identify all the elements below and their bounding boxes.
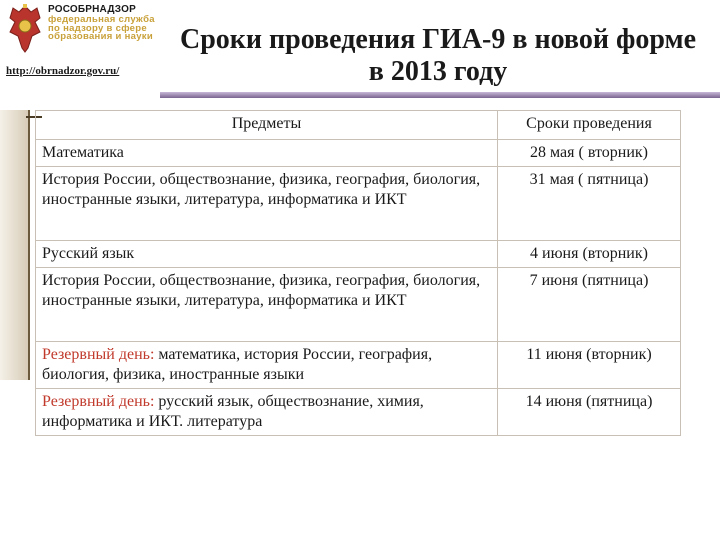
row-subjects — [36, 268, 498, 342]
table-row — [36, 167, 681, 241]
subjects-text: математика, история России, география, биология, физика, иностранные языки — [42, 346, 433, 383]
title-line-2: в 2013 году — [368, 56, 508, 87]
subjects-text: Математика — [42, 144, 124, 161]
subjects-text: История России, обществознание, физика, география, биология, иностранные языки, литература, информатика и ИКТ — [42, 272, 481, 309]
row-subjects — [36, 241, 498, 268]
table-row — [36, 342, 681, 389]
left-decoration — [0, 110, 30, 380]
table-row — [36, 140, 681, 167]
row-date: 7 июня (пятница) — [498, 268, 681, 342]
row-date: 28 мая ( вторник) — [498, 140, 681, 167]
subjects-text: Русский язык — [42, 245, 135, 262]
reserve-day-label: Резервный день: — [42, 346, 159, 363]
row-date: 31 мая ( пятница) — [498, 167, 681, 241]
org-name: РОСОБРНАДЗОР — [48, 4, 136, 15]
page-title — [168, 24, 708, 88]
table-row — [36, 241, 681, 268]
eagle-emblem-icon — [4, 2, 46, 54]
reserve-day-label: Резервный день: — [42, 393, 159, 410]
row-subjects — [36, 389, 498, 436]
row-subjects — [36, 342, 498, 389]
row-subjects — [36, 167, 498, 241]
site-url-link[interactable]: http://obrnadzor.gov.ru/ — [6, 65, 120, 77]
row-date: 11 июня (вторник) — [498, 342, 681, 389]
subjects-text: русский язык, обществознание, химия, информатика и ИКТ. литература — [42, 393, 424, 430]
table-row — [36, 389, 681, 436]
exam-schedule-table — [35, 110, 681, 436]
table-header-row — [36, 111, 681, 140]
row-date: 4 июня (вторник) — [498, 241, 681, 268]
title-line-1: Сроки проведения ГИА-9 в новой форме — [179, 24, 697, 55]
subjects-text: История России, обществознание, физика, география, биология, иностранные языки, литература, информатика и ИКТ — [42, 171, 481, 208]
header-dates: Сроки проведения — [498, 111, 681, 140]
row-subjects — [36, 140, 498, 167]
header-subjects: Предметы — [36, 111, 498, 140]
table-row — [36, 268, 681, 342]
org-subtitle: федеральная служба по надзору в сфере образования и науки — [48, 14, 155, 42]
row-date: 14 июня (пятница) — [498, 389, 681, 436]
rosobrnadzor-logo — [4, 2, 154, 60]
title-divider — [160, 92, 720, 98]
